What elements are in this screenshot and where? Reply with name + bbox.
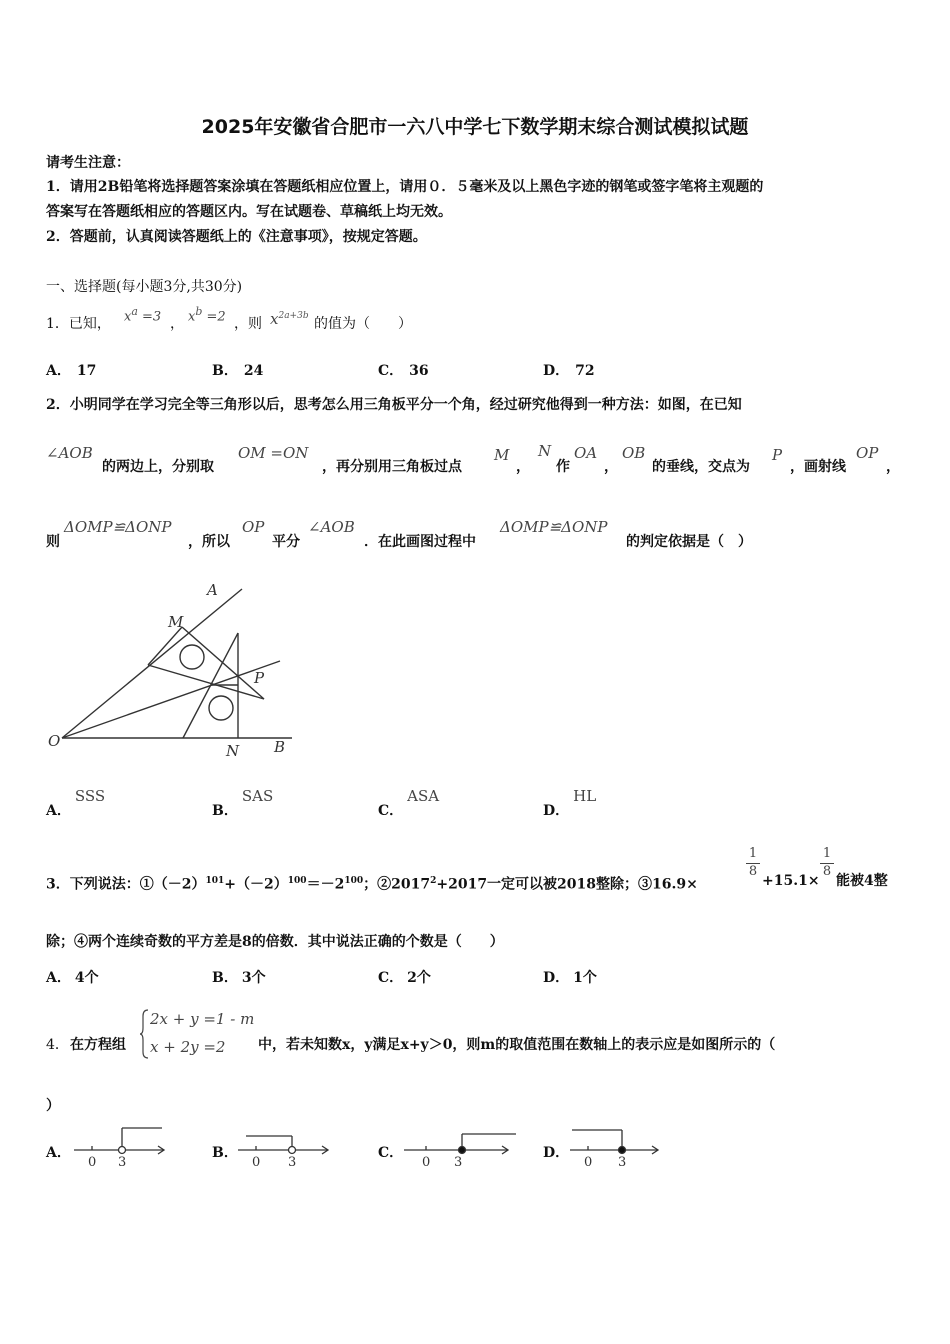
q2-text-12: ．在此画图过程中	[364, 534, 476, 550]
figure-label-o: O	[48, 732, 61, 750]
q1-option-c[interactable]: C． 36	[378, 363, 429, 379]
q4-option-d-label[interactable]: D．	[543, 1145, 570, 1161]
q2-text-2: ，再分别用三角板过点	[322, 459, 462, 475]
q4-number: 4．	[46, 1037, 69, 1053]
q1-expr-xa: $x^a =3$	[124, 305, 162, 325]
set-square-upper-side	[148, 627, 182, 665]
q2-point-p: P	[772, 446, 783, 464]
q1-expr-power: x2a+3b	[270, 310, 309, 328]
set-square-hole-upper	[180, 645, 204, 669]
q4-option-c-number-line[interactable]	[400, 1122, 520, 1170]
q4-c-three: 3	[454, 1155, 463, 1170]
q2-option-d[interactable]: D．HL	[543, 787, 597, 819]
q2-ray-oa: OA	[574, 444, 598, 462]
q4-system-brace	[140, 1008, 150, 1064]
q2-text-3: ，	[516, 459, 530, 475]
q4-text-2: 中，若未知数x，y满足x+y＞0，则m的取值范围在数轴上的表示应是如图所示的（	[258, 1037, 776, 1053]
q2-ray-ob: OB	[622, 444, 646, 462]
q4-text-1: 在方程组	[70, 1037, 126, 1053]
q2-text-7: ，画射线	[790, 459, 846, 475]
q4-option-d-number-line[interactable]	[566, 1122, 666, 1170]
q3-line-2: 除；④两个连续奇数的平方差是8的倍数．其中说法正确的个数是（ ）	[46, 934, 504, 950]
q3-option-d[interactable]: D． 1个	[543, 970, 597, 986]
q3-fraction-1: 1 8	[746, 846, 760, 879]
q2-angle-aob: ∠AOB	[46, 444, 93, 462]
q1-comma: ，	[170, 316, 184, 332]
figure-label-n: N	[226, 742, 240, 760]
q4-option-b-label[interactable]: B．	[212, 1145, 238, 1161]
q4-d-zero: 0	[584, 1155, 593, 1170]
q2-option-b[interactable]: B．SAS	[212, 787, 274, 819]
set-square-hole-lower	[209, 696, 233, 720]
q2-om-on: OM =ON	[238, 444, 309, 462]
q4-a-zero: 0	[88, 1155, 97, 1170]
q2-congruent-2: ΔOMP≌ΔONP	[500, 518, 608, 536]
notice-heading: 请考生注意：	[46, 155, 130, 171]
q4-d-three: 3	[618, 1155, 627, 1170]
figure-label-p: P	[254, 669, 265, 687]
figure-label-a: A	[207, 581, 218, 599]
q3-option-a[interactable]: A． 4个	[46, 970, 99, 986]
q2-point-m: M	[494, 446, 510, 464]
q2-text-11: 平分	[272, 534, 300, 550]
q2-text-6: 的垂线，交点为	[652, 459, 750, 475]
q2-congruent-1: ΔOMP≌ΔONP	[64, 518, 172, 536]
q4-option-c-label[interactable]: C．	[378, 1145, 404, 1161]
q2-text-13: 的判定依据是（ ）	[626, 534, 752, 550]
q2-ray-op: OP	[856, 444, 879, 462]
q3-option-c[interactable]: C． 2个	[378, 970, 431, 986]
q2-op-2: OP	[242, 518, 265, 536]
q4-text-3: ）	[46, 1098, 60, 1114]
notice-line-2: 2．答题前，认真阅读答题纸上的《注意事项》，按规定答题。	[46, 229, 427, 245]
q2-text-4: 作	[556, 459, 570, 475]
q1-option-b[interactable]: B． 24	[212, 363, 264, 379]
q4-equation-2: x + 2y =2	[150, 1038, 226, 1056]
q1-then: ，则	[234, 316, 262, 332]
q1-option-d[interactable]: D． 72	[543, 363, 595, 379]
section-heading: 一、选择题(每小题3分,共30分)	[46, 279, 243, 295]
q1-option-a[interactable]: A． 17	[46, 363, 97, 379]
q2-point-n: N	[538, 442, 552, 460]
q4-option-a-number-line[interactable]	[70, 1122, 170, 1170]
page-title: 2025年安徽省合肥市一六八中学七下数学期末综合测试模拟试题	[201, 116, 749, 138]
q2-text-10: ，所以	[188, 534, 230, 550]
q2-option-c[interactable]: C．ASA	[378, 787, 440, 819]
q2-angle-aob-2: ∠AOB	[308, 518, 355, 536]
q3-text-6: +15.1×	[762, 873, 820, 889]
q3-fraction-2: 1 8	[820, 846, 834, 879]
q2-figure	[40, 575, 310, 765]
q4-b-three: 3	[288, 1155, 297, 1170]
q2-text-9: 则	[46, 534, 60, 550]
ray-oa	[62, 589, 242, 738]
ray-op	[62, 661, 280, 738]
q4-c-zero: 0	[422, 1155, 431, 1170]
q3-option-b[interactable]: B． 3个	[212, 970, 266, 986]
q4-b-zero: 0	[252, 1155, 261, 1170]
q3-line-1: 3．下列说法：$①(-2)^{101}+(-2)^{100}=-2^{100}$；$②2017^2+2017$一定可以被2018整除；③16.9×	[46, 876, 698, 893]
q1-expr-xb: $x^b =2$	[188, 305, 226, 325]
q1-suffix: 的值为（ ）	[314, 316, 412, 332]
q3-text-7: 能被4整	[836, 873, 888, 889]
notice-line-1: 1．请用2B铅笔将选择题答案涂填在答题纸相应位置上，请用０．５毫米及以上黑色字迹的钢笔或签字笔将主观题的	[46, 179, 764, 195]
figure-label-m: M	[168, 613, 184, 631]
q4-option-a-label[interactable]: A．	[46, 1145, 71, 1161]
q1-prefix: 1．已知，	[46, 316, 111, 332]
q2-line-1: 2．小明同学在学习完全等三角形以后，思考怎么用三角板平分一个角，经过研究他得到一种方法：如图，在已知	[46, 397, 742, 413]
figure-label-b: B	[274, 738, 286, 756]
notice-line-1b: 答案写在答题纸相应的答题区内。写在试题卷、草稿纸上均无效。	[46, 204, 452, 220]
q4-a-three: 3	[118, 1155, 127, 1170]
q4-equation-1: 2x + y =1 - m	[150, 1010, 255, 1028]
q2-text-5: ，	[604, 459, 618, 475]
q2-text-8: ，	[886, 459, 900, 475]
q2-option-a[interactable]: A．SSS	[46, 787, 106, 819]
q4-option-b-number-line[interactable]	[234, 1122, 334, 1170]
q2-text-1: 的两边上，分别取	[102, 459, 214, 475]
